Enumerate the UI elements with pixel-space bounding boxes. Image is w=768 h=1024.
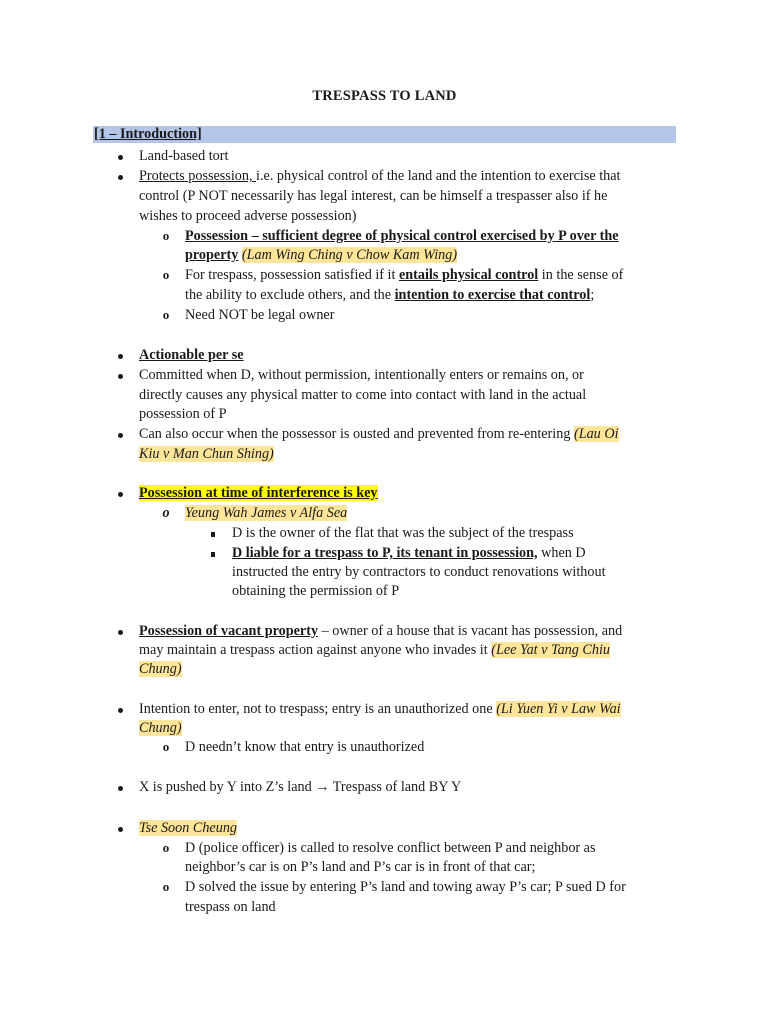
list-item: Intention to enter, not to trespass; entry is an unauthorized one (Li Yuen Yi v Law Wai [139, 701, 621, 717]
bullet-icon [115, 345, 125, 365]
list-item: Tse Soon Cheung [139, 820, 238, 836]
section-heading: [1 – Introduction] [94, 126, 202, 142]
bullet-icon [115, 365, 125, 385]
sub-bullet-icon: o [162, 267, 170, 282]
sub-sub-item: D is the owner of the flat that was the subject of the trespass [232, 525, 574, 541]
sub-item: Need NOT be legal owner [185, 307, 335, 323]
square-bullet-icon [208, 543, 218, 563]
bullet-icon [115, 777, 125, 797]
bullet-icon [115, 146, 125, 166]
sub-item-cont: neighbor’s car is on P’s land and P’s car is in front of that car; [185, 859, 536, 875]
sub-item-cont: the ability to exclude others, and the intention to exercise that control; [185, 287, 595, 303]
list-item: Can also occur when the possessor is ousted and prevented from re-entering (Lau Oi [139, 426, 619, 442]
sub-bullet-icon: o [162, 879, 170, 894]
list-item-cont: wishes to proceed adverse possession) [139, 208, 357, 224]
list-item: Actionable per se [139, 347, 244, 363]
bullet-icon [115, 483, 125, 503]
sub-bullet-icon: o [162, 840, 170, 855]
sub-bullet-icon: o [162, 505, 170, 521]
sub-item-cont: property (Lam Wing Ching v Chow Kam Wing) [185, 247, 458, 263]
bullet-icon [115, 424, 125, 444]
sub-item: Possession – sufficient degree of physical control exercised by P over the [185, 228, 619, 244]
sub-item-cont: trespass on land [185, 899, 276, 915]
list-item-cont: control (P NOT necessarily has legal interest, can be himself a trespasser also if he [139, 188, 608, 204]
section-heading-bar [93, 126, 676, 143]
list-item: Possession of vacant property – owner of a house that is vacant has possession, and [139, 623, 623, 639]
sub-bullet-icon: o [162, 228, 170, 243]
sub-bullet-icon: o [162, 307, 170, 322]
sub-bullet-icon: o [162, 739, 170, 754]
bullet-icon [115, 166, 125, 186]
sub-item: Yeung Wah James v Alfa Sea [185, 505, 348, 521]
document-title: TRESPASS TO LAND [312, 88, 457, 104]
sub-sub-item: D liable for a trespass to P, its tenant in possession, when D [232, 545, 586, 561]
sub-item: For trespass, possession satisfied if it entails physical control in the sense of [185, 267, 624, 283]
list-item-cont: directly causes any physical matter to come into contact with land in the actual [139, 387, 587, 403]
bullet-icon [115, 699, 125, 719]
list-item-cont: Chung) [139, 661, 182, 677]
sub-sub-item-cont: instructed the entry by contractors to conduct renovations without [232, 564, 606, 580]
list-item-cont: Kiu v Man Chun Shing) [139, 446, 274, 462]
list-item-cont: Chung) [139, 720, 182, 736]
list-item-cont: possession of P [139, 406, 227, 422]
list-item: Committed when D, without permission, intentionally enters or remains on, or [139, 367, 584, 383]
sub-item: D (police officer) is called to resolve conflict between P and neighbor as [185, 840, 596, 856]
list-item-cont: may maintain a trespass action against anyone who invades it (Lee Yat v Tang Chiu [139, 642, 611, 658]
list-item: Protects possession, i.e. physical control of the land and the intention to exercise that [139, 168, 621, 184]
sub-item: D needn’t know that entry is unauthorized [185, 739, 425, 755]
sub-item: D solved the issue by entering P’s land and towing away P’s car; P sued D for [185, 879, 626, 895]
bullet-icon [115, 818, 125, 838]
list-item: Land-based tort [139, 148, 229, 164]
list-item: X is pushed by Y into Z’s land → Trespass of land BY Y [139, 779, 462, 795]
square-bullet-icon [208, 523, 218, 543]
list-item: Possession at time of interference is key [139, 485, 378, 501]
sub-sub-item-cont: obtaining the permission of P [232, 583, 400, 599]
bullet-icon [115, 621, 125, 641]
